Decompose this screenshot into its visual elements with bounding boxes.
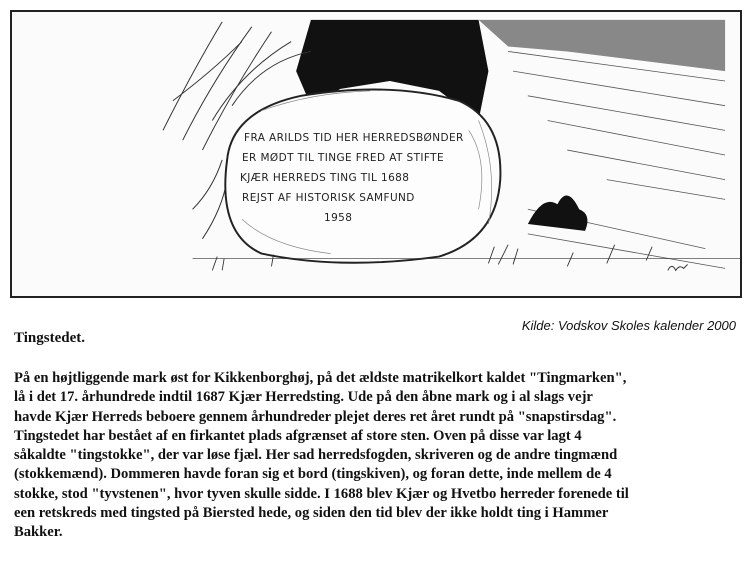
paragraph-line: såkaldte "tingstokke", der var løse fjæl. Her sad herredsfogden, skriveren og de andre tingmænd (14, 447, 618, 464)
inscription-line: 1958 (324, 212, 353, 224)
paragraph-line: havde Kjær Herreds beboere gennem århundreder plejet deres ret året rundt på "snapstirsdag". (14, 408, 617, 425)
paragraph-line: lå i det 17. århundrede indtil 1687 Kjær Herredsting. Ude på den åbne mark og i al slags vejr (14, 389, 593, 406)
paragraph-line: stokke, stod "tyvstenen", hvor tyven skulle sidde. I 1688 blev Kjær og Hvetbo herreder forenede til (14, 485, 629, 502)
body-paragraph (14, 369, 744, 543)
inscription-line: REJST AF HISTORISK SAMFUND (242, 192, 415, 204)
paragraph-line: Bakker. (14, 524, 63, 541)
paragraph-line: een retskreds med tingsted på Biersted hede, og siden den tid blev der ikke holdt ting i Hammer (14, 505, 609, 522)
paragraph-line: På en højtliggende mark øst for Kikkenborghøj, på det ældste matrikelkort kaldet "Tingmarken", (14, 370, 627, 386)
inscription-line: ER MØDT TIL TINGE FRED AT STIFTE (242, 152, 444, 164)
memorial-stone-illustration (10, 10, 742, 298)
source-caption: Kilde: Vodskov Skoles kalender 2000 (521, 318, 736, 333)
inscription-line: FRA ARILDS TID HER HERREDSBØNDER (244, 132, 464, 144)
inscription-line: KJÆR HERREDS TING TIL 1688 (240, 172, 410, 184)
paragraph-line: Tingstedet har bestået af en firkantet plads afgrænset af store sten. Oven på disse var lagt 4 (14, 427, 582, 444)
paragraph-line: (stokkemænd). Dommeren havde foran sig et bord (tingskiven), og foran dette, inde mellem de 4 (14, 466, 612, 483)
page-title: Tingstedet. (14, 330, 85, 346)
stone-inscription (240, 128, 504, 228)
